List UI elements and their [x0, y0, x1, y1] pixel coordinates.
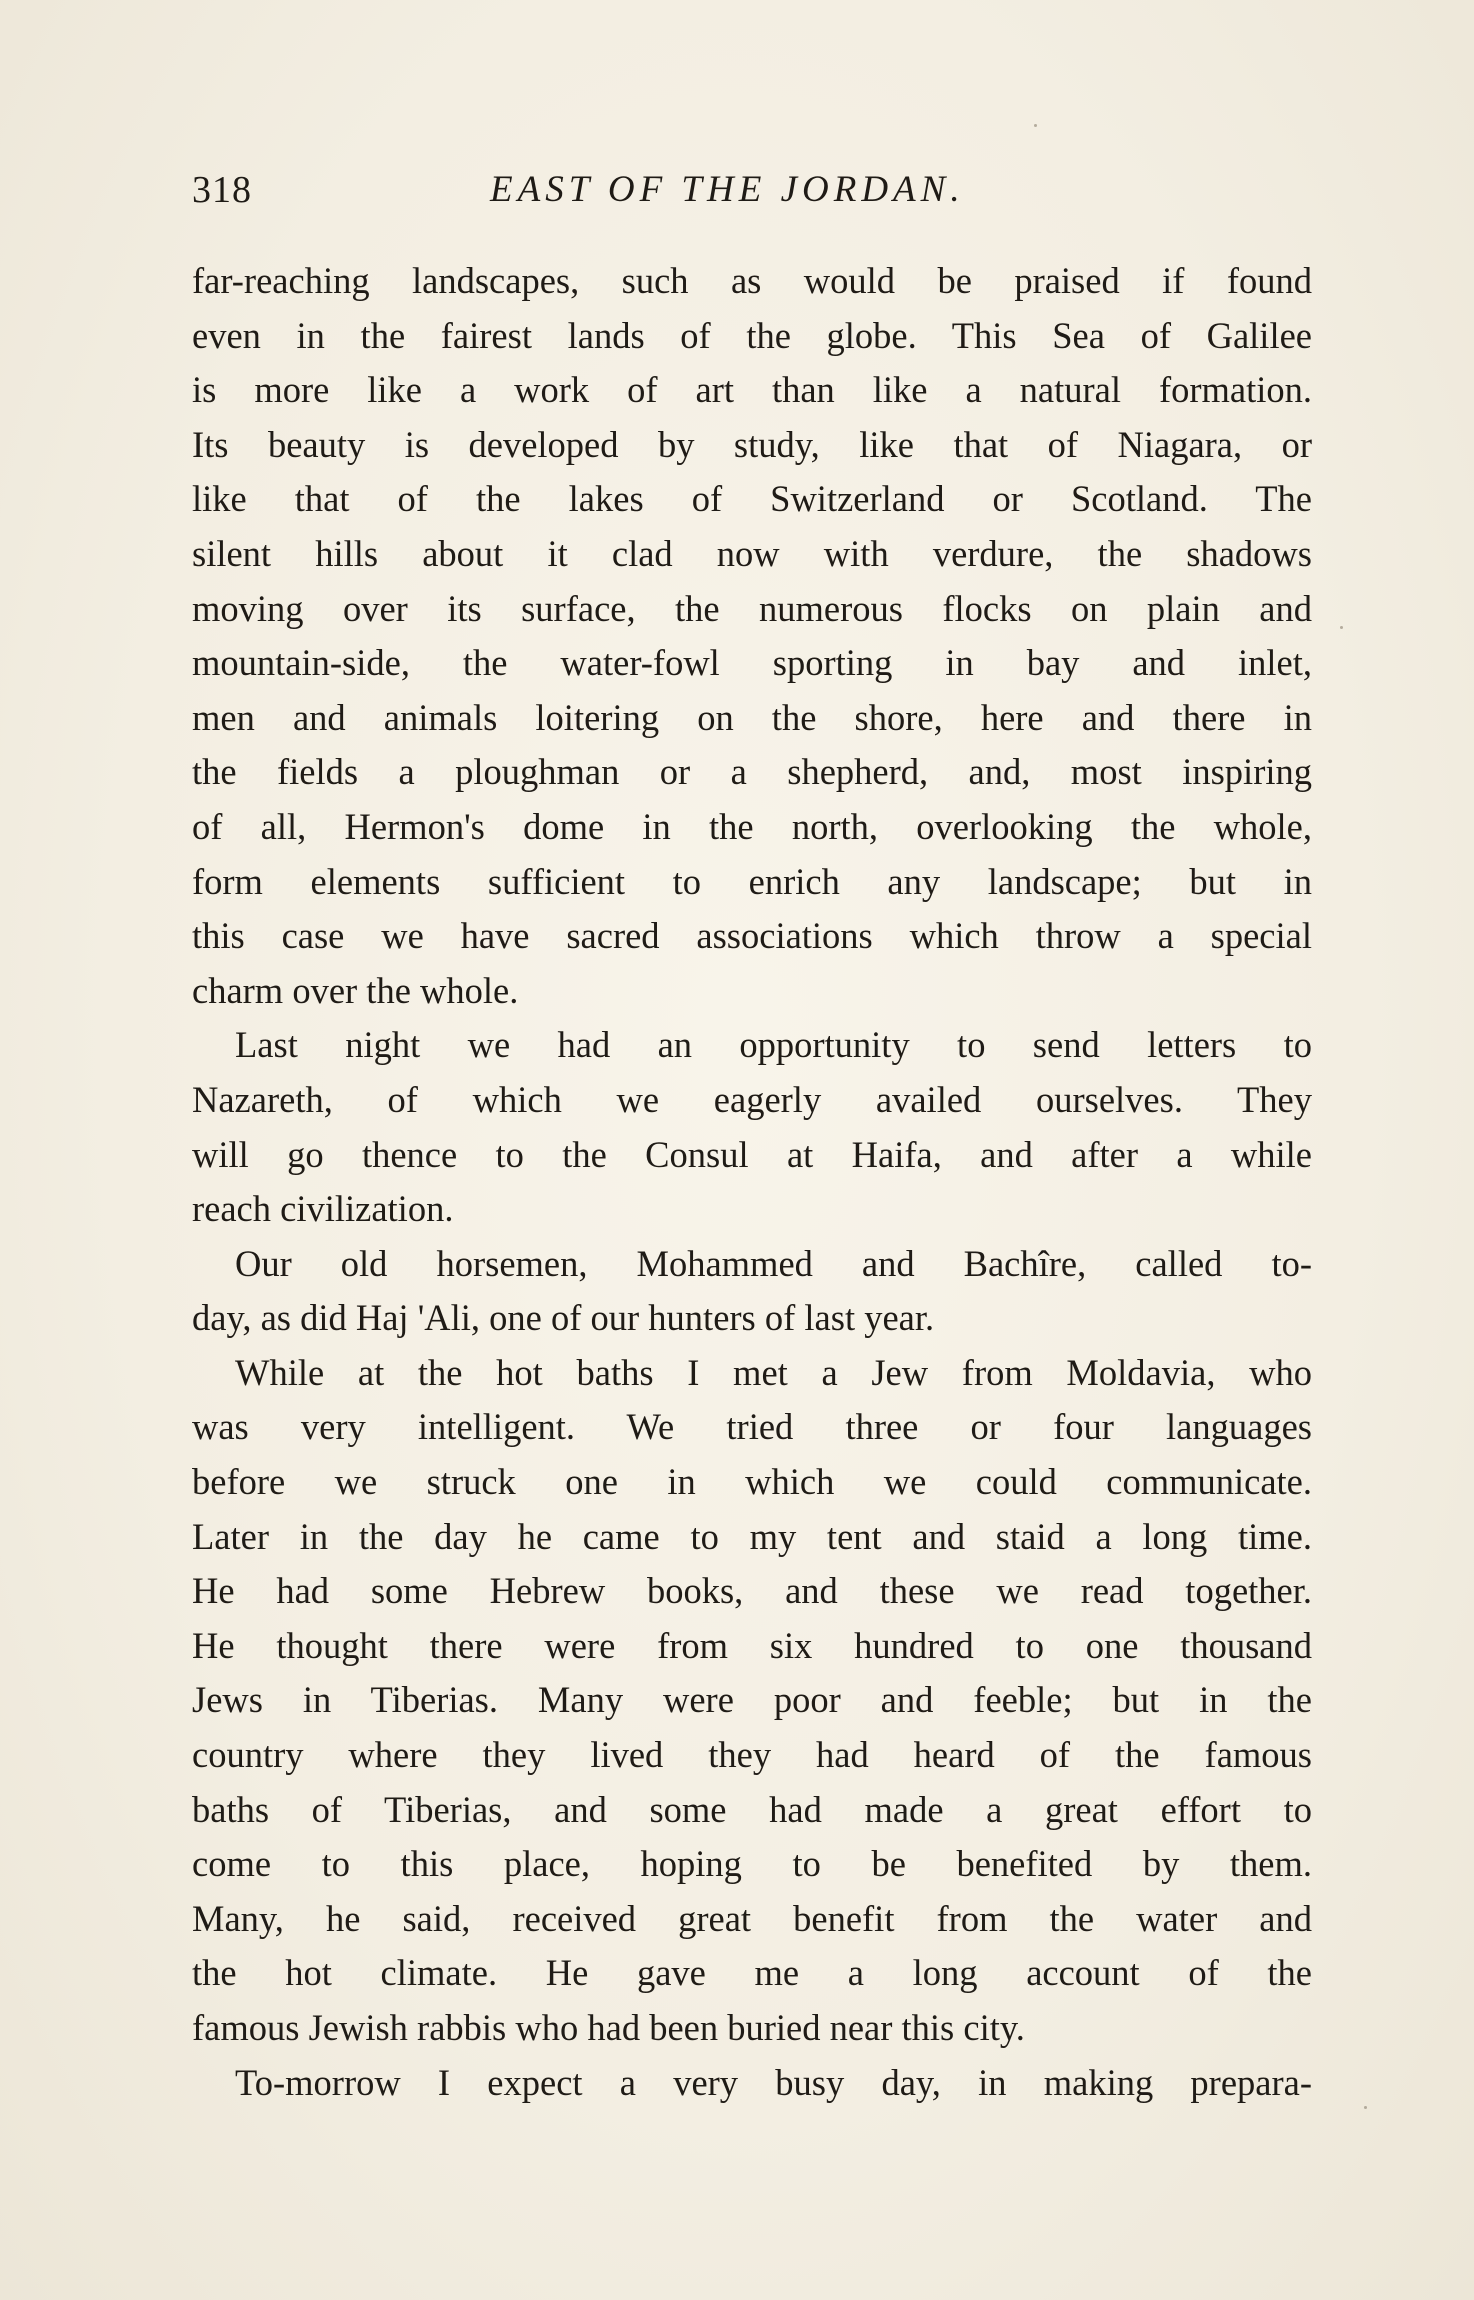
running-title: EAST OF THE JORDAN. — [490, 169, 965, 210]
text-line: the fields a ploughman or a shepherd, and, most inspiring — [192, 751, 1312, 793]
text-line: mountain-side, the water-fowl sporting in bay and inlet, — [192, 642, 1312, 684]
text-line: He thought there were from six hundred to one thousand — [192, 1624, 1312, 1666]
text-line: far-reaching landscapes, such as would be praised if found — [192, 260, 1312, 301]
text-line: day, as did Haj 'Ali, one of our hunters of last year. — [192, 1297, 935, 1339]
body-text — [192, 254, 1312, 2110]
text-line: men and animals loitering on the shore, here and there in — [192, 696, 1312, 738]
paper-speck — [1034, 124, 1037, 127]
text-line: Its beauty is developed by study, like that of Niagara, or — [192, 423, 1312, 465]
text-line: was very intelligent. We tried three or four languages — [192, 1406, 1312, 1448]
page-number: 318 — [192, 169, 252, 211]
paragraph-first-line: While at the hot baths I met a Jew from Moldavia, who — [235, 1351, 1312, 1393]
text-line: country where they lived they had heard of the famous — [192, 1734, 1312, 1776]
text-line: like that of the lakes of Switzerland or Scotland. The — [192, 478, 1312, 520]
paragraph-first-line: Last night we had an opportunity to send letters to — [235, 1024, 1312, 1066]
paragraph-first-line: Our old horsemen, Mohammed and Bachîre, called to- — [235, 1242, 1312, 1284]
text-line: baths of Tiberias, and some had made a great effort to — [192, 1788, 1312, 1830]
text-line: He had some Hebrew books, and these we read together. — [192, 1570, 1312, 1612]
text-line: even in the fairest lands of the globe. This Sea of Galilee — [192, 314, 1312, 356]
running-head — [192, 168, 1312, 228]
text-line: Many, he said, received great benefit from the water and — [192, 1897, 1312, 1939]
text-line: moving over its surface, the numerous flocks on plain and — [192, 587, 1312, 629]
text-line: the hot climate. He gave me a long account of the — [192, 1952, 1312, 1994]
text-line: Later in the day he came to my tent and staid a long time. — [192, 1515, 1312, 1557]
text-line: this case we have sacred associations which throw a special — [192, 915, 1312, 957]
paper-speck — [1364, 2106, 1367, 2109]
text-line: is more like a work of art than like a natural formation. — [192, 369, 1312, 411]
paper-speck — [1340, 626, 1343, 629]
paragraph-first-line: To-morrow I expect a very busy day, in making prepara- — [235, 2061, 1312, 2103]
text-line: Nazareth, of which we eagerly availed ourselves. They — [192, 1078, 1312, 1120]
text-line: will go thence to the Consul at Haifa, and after a while — [192, 1133, 1312, 1175]
text-line: reach civilization. — [192, 1188, 454, 1230]
text-line: form elements sufficient to enrich any landscape; but in — [192, 860, 1312, 902]
text-line: charm over the whole. — [192, 969, 519, 1011]
text-line: of all, Hermon's dome in the north, overlooking the whole, — [192, 805, 1312, 847]
text-line: come to this place, hoping to be benefited by them. — [192, 1843, 1312, 1885]
text-line: Jews in Tiberias. Many were poor and feeble; but in the — [192, 1679, 1312, 1721]
text-line: famous Jewish rabbis who had been buried near this city. — [192, 2007, 1025, 2048]
text-line: before we struck one in which we could communicate. — [192, 1461, 1312, 1503]
text-line: silent hills about it clad now with verdure, the shadows — [192, 532, 1312, 574]
